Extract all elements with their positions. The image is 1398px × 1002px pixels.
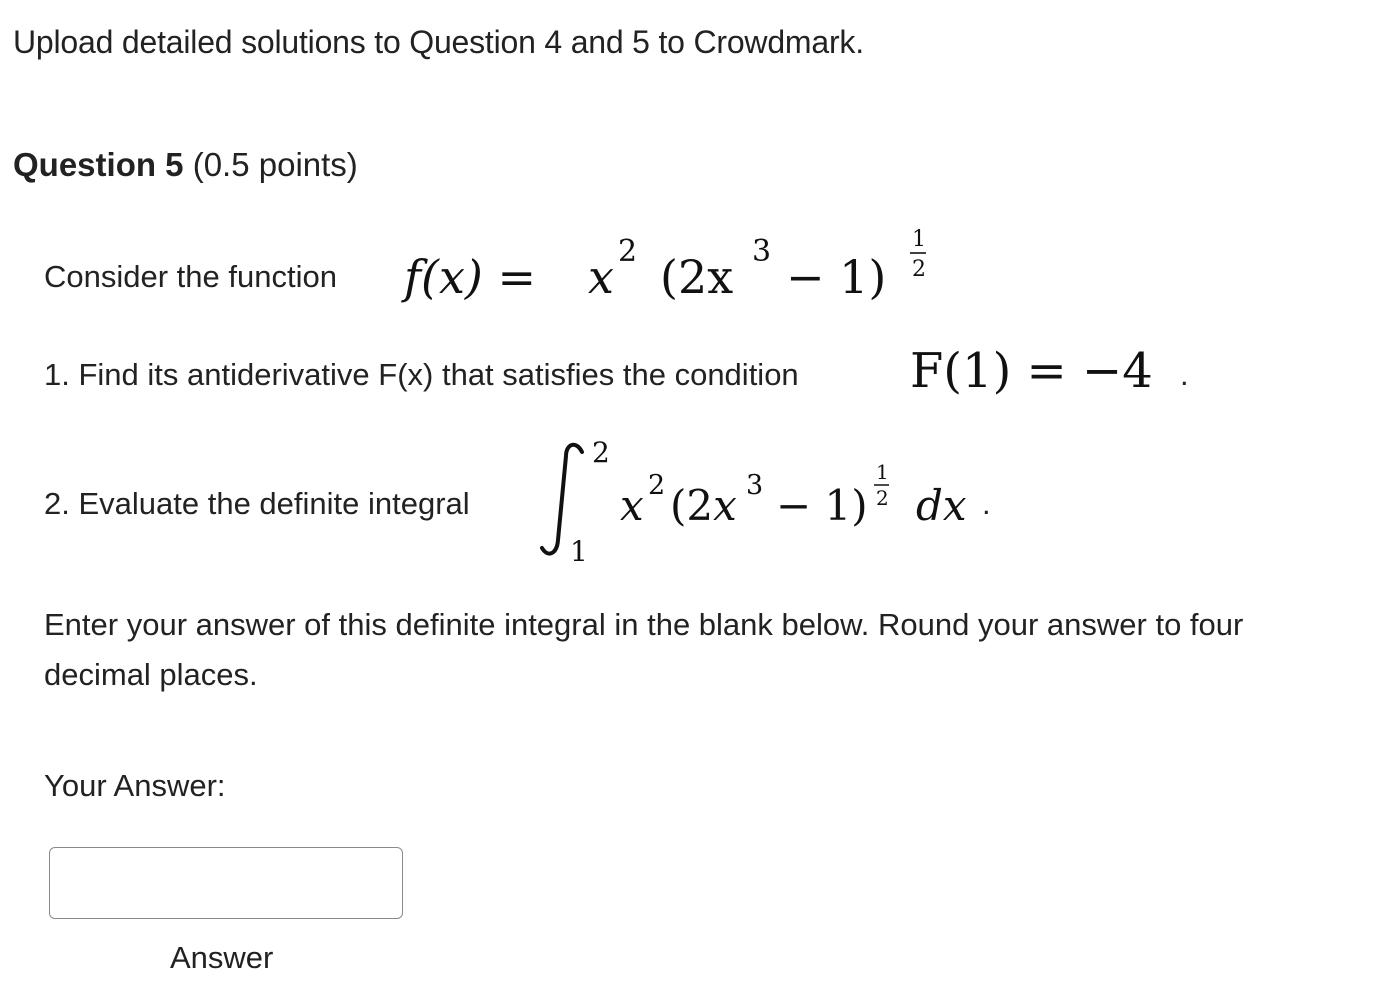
instructions-paragraph: Enter your answer of this definite integral in the blank below. Round your answer to four decimal places. [44, 607, 1244, 692]
integrand-paren-open: (2x [670, 481, 737, 530]
integral-period: . [982, 486, 991, 521]
question-points: (0.5 points) [192, 146, 358, 183]
function-base: x [588, 250, 614, 304]
function-exponent: 2 [618, 234, 638, 269]
integral-differential: dx [916, 481, 967, 530]
integral-prompt: 2. Evaluate the definite integral [44, 486, 470, 521]
integral-formula [536, 430, 1006, 570]
question-header [13, 146, 358, 184]
function-formula [400, 226, 940, 316]
answer-field-label: Answer [170, 940, 274, 975]
integrand-paren-close: − 1) [776, 481, 868, 530]
function-cube: 3 [752, 234, 772, 269]
integral-upper-limit: 2 [592, 436, 610, 469]
function-paren-open: (2x [660, 250, 734, 304]
intro-text: Upload detailed solutions to Question 4 and 5 to Crowdmark. [13, 24, 864, 60]
condition-math: F(1) = −4 [910, 343, 1153, 399]
integrand-base: x [620, 481, 644, 530]
function-frac-den: 2 [912, 257, 926, 282]
condition-formula [906, 336, 1206, 406]
antiderivative-prompt: 1. Find its antiderivative F(x) that satisfies the condition [44, 357, 799, 392]
function-intro-text: Consider the function [44, 259, 337, 294]
integrand-exponent: 2 [648, 470, 666, 501]
function-lhs: f(x) = [404, 250, 537, 304]
function-frac-num: 1 [912, 227, 926, 252]
integrand-cube: 3 [746, 470, 764, 501]
integrand-frac-den: 2 [876, 486, 889, 510]
question-title: Question 5 [13, 146, 184, 183]
integrand-frac-num: 1 [876, 460, 889, 484]
your-answer-label: Your Answer: [44, 768, 226, 803]
function-paren-close: − 1) [786, 250, 887, 304]
integral-lower-limit: 1 [570, 535, 588, 568]
condition-period: . [1180, 357, 1189, 392]
answer-input[interactable] [49, 847, 403, 919]
